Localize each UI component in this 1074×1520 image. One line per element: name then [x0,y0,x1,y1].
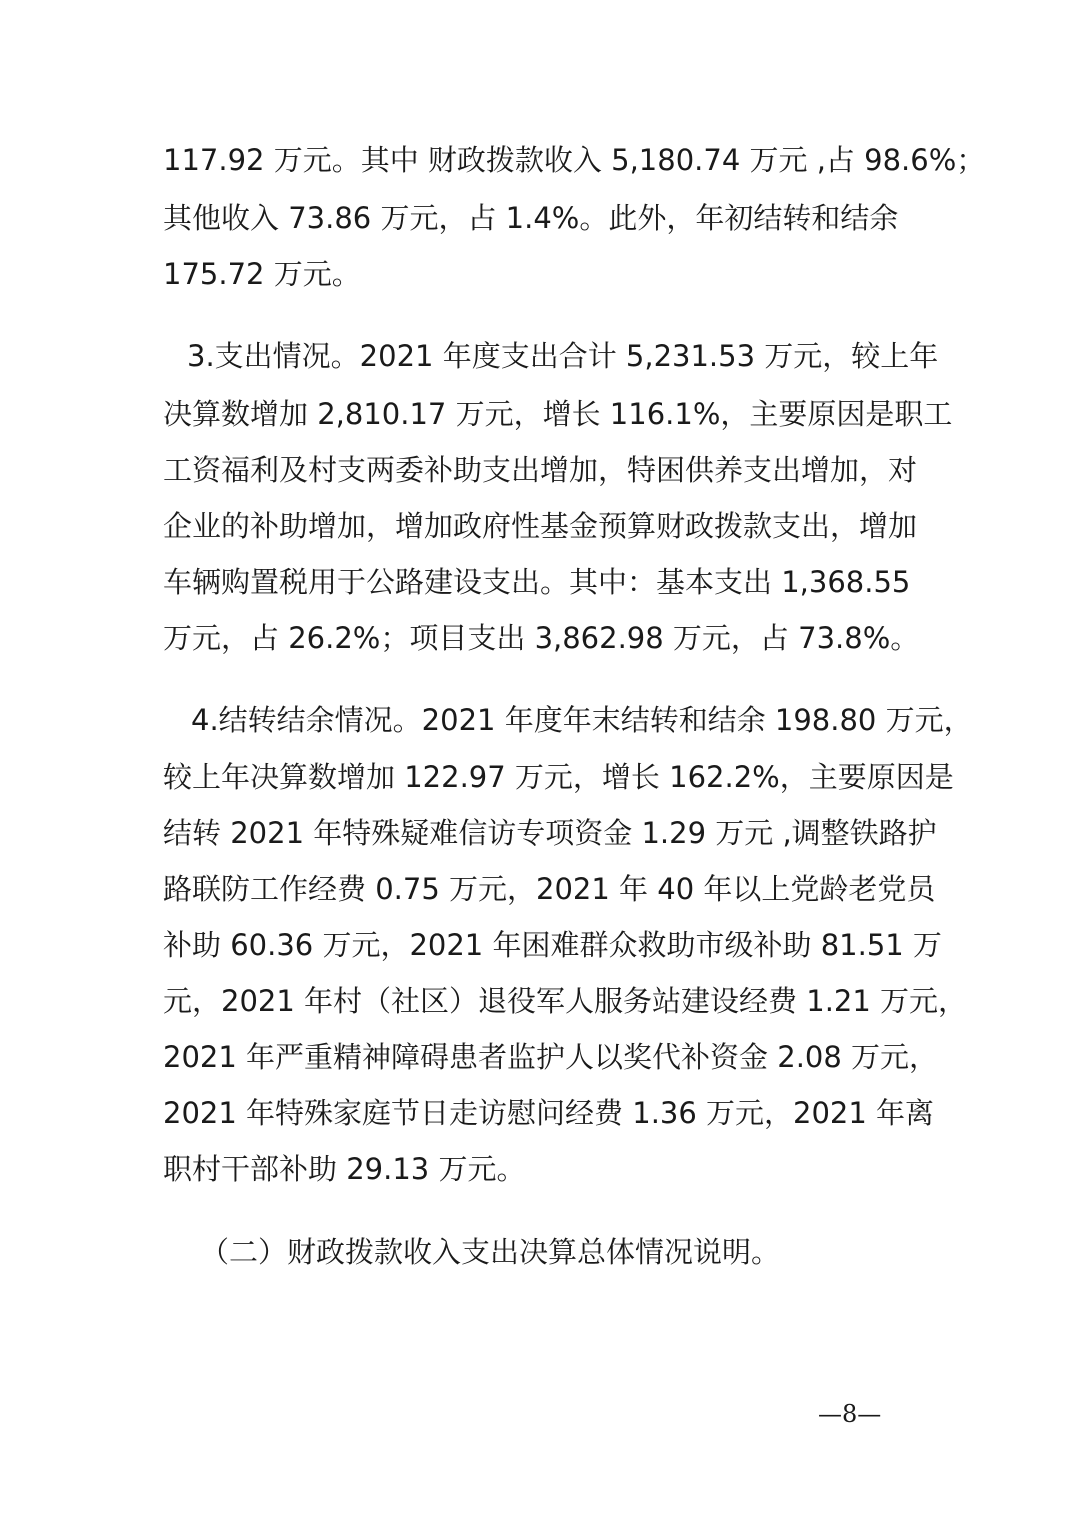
paragraph-line: 车辆购置税用于公路建设支出。其中：基本支出 1,368.55 [163,565,911,599]
paragraph-line: 175.72 万元。 [163,257,361,291]
paragraph-line: 2021 年严重精神障碍患者监护人以奖代补资金 2.08 万元， [163,1040,939,1074]
paragraph-line: 路联防工作经费 0.75 万元，2021 年 40 年以上党龄老党员 [163,872,936,906]
paragraph-line: 3.支出情况。2021 年度支出合计 5,231.53 万元，较上年 [187,339,939,373]
paragraph-line: 4.结转结余情况。2021 年度年末结转和结余 198.80 万元， [191,703,973,737]
paragraph-line: 其他收入 73.86 万元，占 1.4%。此外，年初结转和结余 [163,201,899,235]
paragraph-line: 117.92 万元。其中 财政拨款收入 5,180.74 万元 ,占 98.6%； [163,143,986,177]
paragraph-line: 结转 2021 年特殊疑难信访专项资金 1.29 万元 ,调整铁路护 [163,816,937,850]
page-number: —8— [818,1400,882,1428]
paragraph-line: 补助 60.36 万元，2021 年困难群众救助市级补助 81.51 万 [163,928,942,962]
paragraph-line: 工资福利及村支两委补助支出增加，特困供养支出增加，对 [163,453,918,487]
paragraph-line: 元，2021 年村（社区）退役军人服务站建设经费 1.21 万元， [163,984,968,1018]
paragraph-line: 万元，占 26.2%；项目支出 3,862.98 万元，占 73.8%。 [163,621,920,655]
section-heading: （二）财政拨款收入支出决算总体情况说明。 [200,1235,781,1269]
paragraph-line: 2021 年特殊家庭节日走访慰问经费 1.36 万元，2021 年离 [163,1096,935,1130]
paragraph-line: 决算数增加 2,810.17 万元，增长 116.1%，主要原因是职工 [163,397,953,431]
paragraph-line: 较上年决算数增加 122.97 万元，增长 162.2%，主要原因是 [163,760,954,794]
paragraph-line: 企业的补助增加，增加政府性基金预算财政拨款支出，增加 [163,509,918,543]
paragraph-line: 职村干部补助 29.13 万元。 [163,1152,526,1186]
